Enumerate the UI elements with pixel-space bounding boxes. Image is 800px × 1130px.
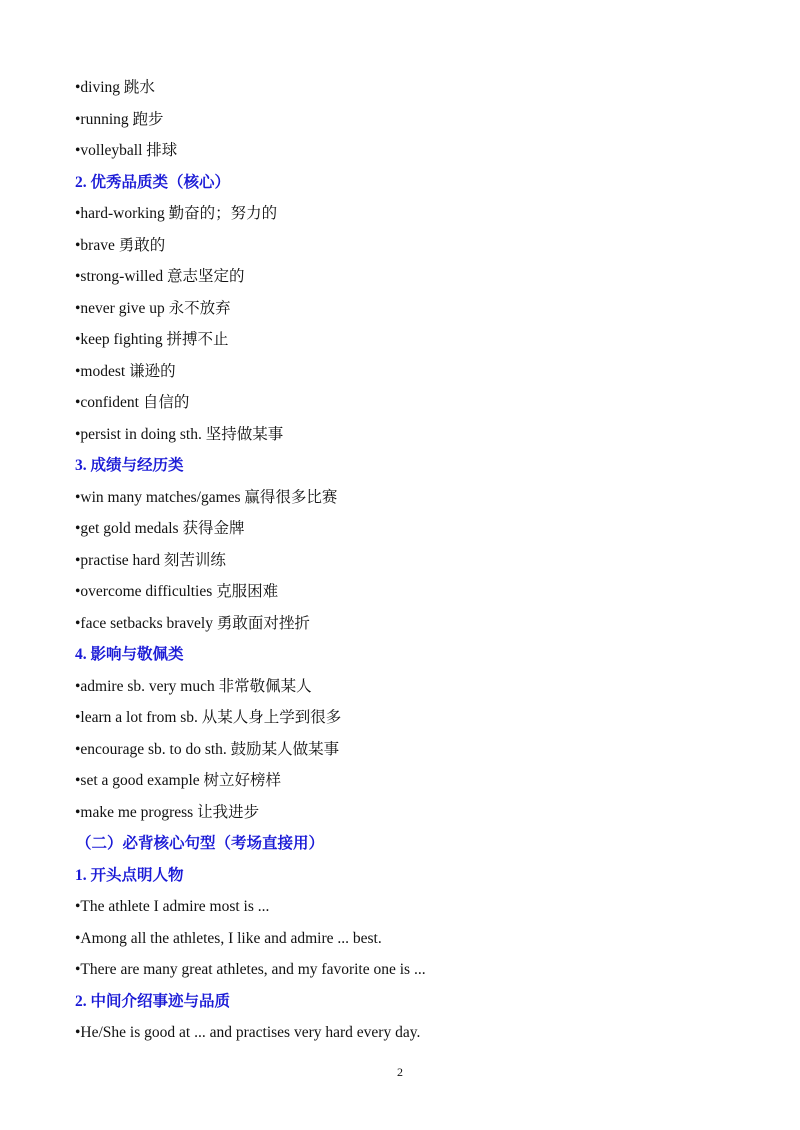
vocabulary-item: •There are many great athletes, and my favorite one is ... (75, 961, 426, 978)
vocabulary-item: •admire sb. very much 非常敬佩某人 (75, 677, 312, 695)
vocabulary-item: •encourage sb. to do sth. 鼓励某人做某事 (75, 740, 340, 758)
vocabulary-item: •never give up 永不放弃 (75, 299, 231, 317)
chapter-heading: （二）必背核心句型（考场直接用） (76, 835, 325, 852)
vocabulary-item: •persist in doing sth. 坚持做某事 (75, 425, 284, 443)
vocabulary-item: •face setbacks bravely 勇敢面对挫折 (75, 614, 310, 632)
vocabulary-item: •modest 谦逊的 (75, 362, 176, 380)
vocabulary-item: •He/She is good at ... and practises very hard every day. (75, 1024, 421, 1041)
vocabulary-item: •running 跑步 (75, 110, 164, 128)
vocabulary-item: •overcome difficulties 克服困难 (75, 583, 279, 600)
content-lines (75, 74, 755, 1051)
vocabulary-item: •Among all the athletes, I like and admire ... best. (75, 929, 382, 947)
vocabulary-item: •learn a lot from sb. 从某人身上学到很多 (75, 709, 342, 726)
vocabulary-item: •keep fighting 拼搏不止 (75, 331, 229, 348)
vocabulary-item: •set a good example 树立好榜样 (75, 772, 282, 789)
page-number: 2 (397, 1065, 403, 1079)
vocabulary-item: •brave 勇敢的 (75, 236, 166, 254)
section-heading: 2. 中间介绍事迹与品质 (75, 992, 231, 1010)
section-heading: 4. 影响与敬佩类 (75, 646, 184, 663)
vocabulary-item: •strong-willed 意志坚定的 (75, 268, 245, 285)
vocabulary-item: •hard-working 勤奋的；努力的 (75, 205, 278, 222)
vocabulary-item: •practise hard 刻苦训练 (75, 551, 226, 569)
vocabulary-item: •diving 跳水 (75, 79, 155, 96)
section-heading: 1. 开头点明人物 (75, 866, 184, 884)
section-heading: 3. 成绩与经历类 (75, 457, 184, 474)
vocabulary-item: •confident 自信的 (75, 394, 190, 411)
section-heading: 2. 优秀品质类（核心） (75, 173, 231, 191)
vocabulary-item: •get gold medals 获得金牌 (75, 520, 245, 537)
vocabulary-item: •win many matches/games 赢得很多比赛 (75, 488, 338, 506)
vocabulary-item: •volleyball 排球 (75, 142, 178, 159)
vocabulary-item: •The athlete I admire most is ... (75, 898, 270, 915)
vocabulary-item: •make me progress 让我进步 (75, 803, 260, 821)
